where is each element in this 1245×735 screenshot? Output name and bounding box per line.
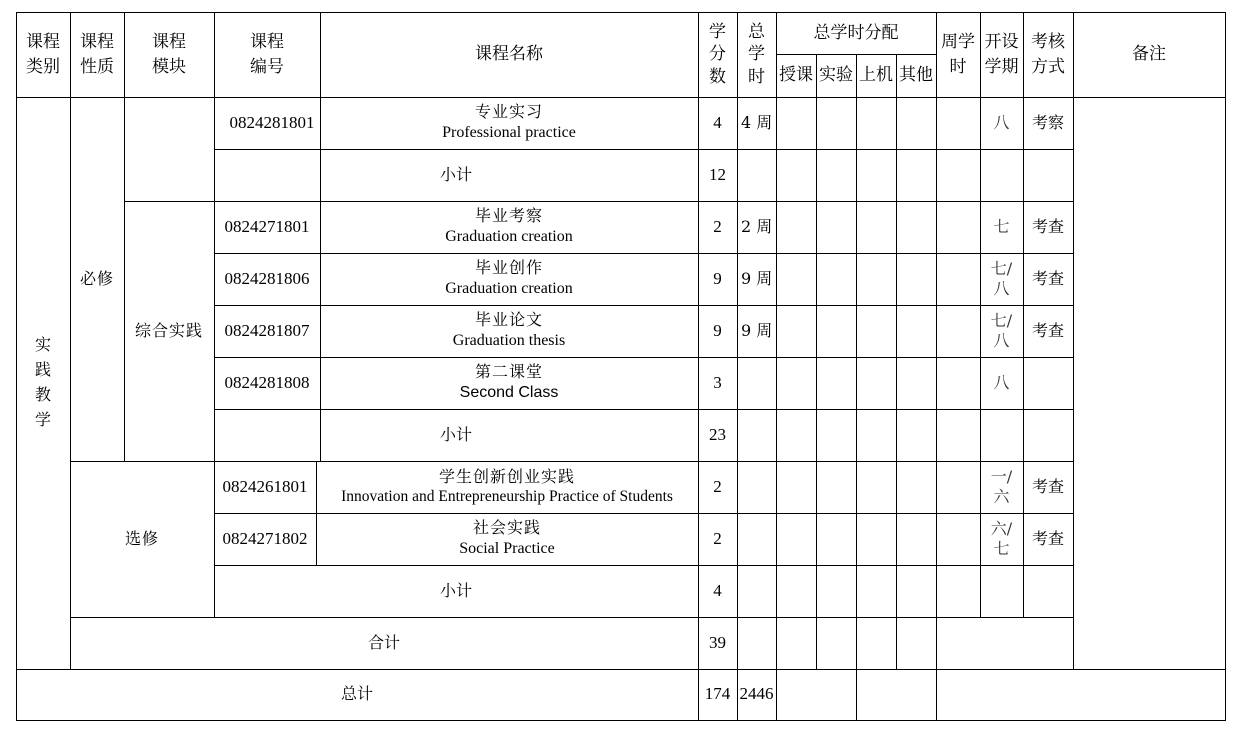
course-hours: 9 周 (741, 320, 773, 340)
course-code: 0824261801 (222, 476, 308, 496)
course-name-cn: 专业实习 (474, 102, 543, 122)
course-name (320, 357, 698, 409)
header-course-category: 课程 类别 (26, 31, 60, 77)
nature-required: 必修 (79, 268, 114, 288)
course-semester: 八 (993, 372, 1010, 392)
course-assessment: 考查 (1031, 528, 1064, 548)
header-course-nature: 课程 性质 (80, 31, 114, 77)
subtotal-label: 小计 (439, 424, 472, 444)
grid-line-vertical (698, 12, 699, 721)
grid-line-vertical (16, 12, 17, 721)
grid-line-horizontal (214, 149, 1074, 150)
course-name (316, 513, 698, 565)
grid-line-vertical (980, 12, 981, 618)
course-assessment: 考察 (1031, 112, 1064, 132)
subtotal-credits: 23 (709, 424, 726, 444)
grid-line-horizontal (214, 357, 1074, 358)
grid-line-vertical (1073, 12, 1074, 670)
course-code: 0824281801 (229, 112, 315, 132)
course-assessment: 考查 (1031, 216, 1064, 236)
grid-line-horizontal (16, 720, 1226, 721)
grid-line-vertical (320, 12, 321, 462)
course-name-en: Graduation creation (445, 228, 573, 245)
grid-line-vertical (1225, 12, 1226, 721)
course-hours: 9 周 (741, 268, 773, 288)
header-credits: 学 分 数 (709, 22, 726, 87)
total-hours: 2446 (739, 684, 774, 704)
course-credits: 2 (713, 528, 722, 548)
module-comprehensive-practice: 综合实践 (134, 320, 203, 340)
subtotal-credits: 4 (713, 580, 722, 600)
sum-credits: 39 (709, 632, 726, 652)
subtotal-credits: 12 (709, 164, 726, 184)
course-semester: 七 (993, 216, 1010, 236)
header-lecture: 授课 (779, 65, 813, 86)
grid-line-horizontal (214, 565, 1074, 566)
course-code: 0824281807 (224, 320, 310, 340)
course-semester: 七/ 八 (990, 311, 1013, 350)
total-credits: 174 (704, 684, 731, 704)
course-name-en: Social Practice (459, 540, 555, 557)
course-name-cn: 毕业考察 (474, 206, 543, 226)
subtotal-label: 小计 (439, 580, 472, 600)
grid-line-vertical (936, 12, 937, 721)
header-weekly-hours: 周学 时 (941, 31, 975, 77)
course-code: 0824271801 (224, 216, 310, 236)
grid-line-horizontal (70, 617, 1074, 618)
grid-line-vertical (70, 12, 71, 670)
header-assessment: 考核 方式 (1031, 31, 1065, 77)
grid-line-vertical (816, 54, 817, 670)
course-name-cn: 学生创新创业实践 (438, 466, 575, 486)
course-name-en: Innovation and Entrepreneurship Practice of Students (341, 488, 673, 506)
grid-line-horizontal (70, 461, 1074, 462)
course-hours: 4 周 (741, 112, 773, 132)
header-other: 其他 (899, 65, 933, 86)
header-course-name: 课程名称 (475, 44, 543, 65)
course-credits: 9 (713, 320, 722, 340)
course-semester: 七/ 八 (990, 259, 1013, 298)
course-name (320, 201, 698, 253)
course-name-en: Graduation thesis (452, 332, 566, 349)
grid-line-horizontal (16, 12, 1226, 13)
course-name-cn: 毕业创作 (474, 258, 543, 278)
grid-line-horizontal (124, 201, 1074, 202)
grid-line-horizontal (214, 513, 1074, 514)
course-credits: 9 (713, 268, 722, 288)
subtotal-label: 小计 (439, 164, 472, 184)
course-name (316, 461, 698, 513)
grid-line-vertical (776, 12, 777, 721)
course-name-en: Graduation creation (445, 280, 573, 297)
grid-line-vertical (896, 54, 897, 670)
course-name-cn: 毕业论文 (474, 310, 543, 330)
grid-line-vertical (124, 12, 125, 462)
course-code: 0824281808 (224, 372, 310, 392)
course-name-cn: 第二课堂 (474, 362, 543, 382)
course-semester: 八 (993, 112, 1010, 132)
course-name (320, 253, 698, 305)
grid-line-horizontal (214, 409, 1074, 410)
course-name-cn: 社会实践 (472, 518, 541, 538)
course-code: 0824271802 (222, 528, 308, 548)
grid-line-vertical (214, 12, 215, 618)
grid-line-vertical (1023, 12, 1024, 618)
sum-label: 合计 (367, 632, 400, 652)
course-code: 0824281806 (224, 268, 310, 288)
course-name-en: Professional practice (442, 124, 576, 141)
grid-line-horizontal (214, 253, 1074, 254)
course-name-en: Second Class (459, 384, 559, 401)
grid-line-vertical (737, 12, 738, 721)
nature-elective: 选修 (124, 528, 159, 548)
header-hours-distribution: 总学时分配 (813, 22, 899, 43)
course-name (320, 97, 698, 149)
course-credits: 3 (713, 372, 722, 392)
course-name (320, 305, 698, 357)
grid-line-vertical (856, 54, 857, 721)
header-course-code: 课程 编号 (250, 31, 284, 77)
grid-line-vertical (316, 461, 317, 566)
grid-line-horizontal (214, 305, 1074, 306)
total-label: 总计 (340, 684, 373, 704)
grid-line-horizontal (16, 97, 1226, 98)
course-credits: 4 (713, 112, 722, 132)
header-remarks: 备注 (1132, 44, 1166, 65)
course-assessment: 考查 (1031, 476, 1064, 496)
header-course-module: 课程 模块 (152, 31, 186, 77)
header-total-hours: 总 学 时 (748, 22, 765, 87)
course-assessment: 考查 (1031, 320, 1064, 340)
header-semester: 开设 学期 (984, 31, 1019, 77)
course-credits: 2 (713, 216, 722, 236)
course-assessment: 考查 (1031, 268, 1064, 288)
course-semester: 六/ 七 (990, 519, 1013, 558)
course-semester: 一/ 六 (990, 467, 1013, 506)
header-computer: 上机 (859, 65, 893, 86)
header-experiment: 实验 (819, 65, 853, 86)
course-hours: 2 周 (741, 216, 773, 236)
category-practice-teaching: 实 践 教 学 (34, 335, 51, 429)
course-credits: 2 (713, 476, 722, 496)
grid-line-horizontal (16, 669, 1226, 670)
